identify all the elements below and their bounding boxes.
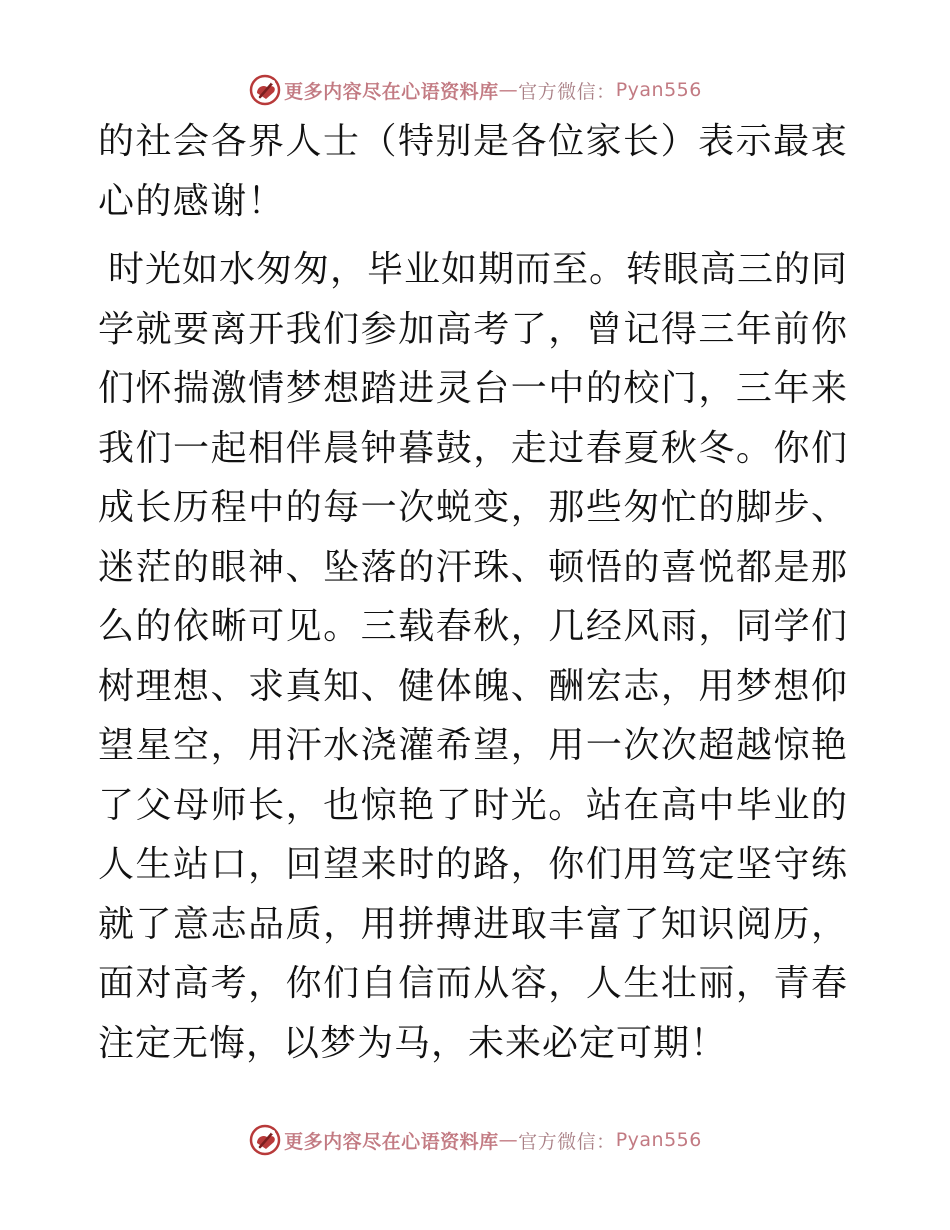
page-footer bbox=[0, 1120, 950, 1160]
document-body bbox=[98, 112, 848, 1073]
paragraph-thanks: 的社会各界人士（特别是各位家长）表示最衷心的感谢！ bbox=[98, 121, 848, 222]
footer-separator: — bbox=[498, 1129, 519, 1151]
page-header bbox=[0, 70, 950, 110]
header-separator: — bbox=[498, 79, 519, 101]
header-wechat-id: Pyan556 bbox=[615, 79, 702, 101]
footer-brand-text: 更多内容尽在心语资料库 bbox=[284, 1130, 499, 1153]
heart-pen-logo-icon bbox=[248, 1123, 282, 1157]
header-brand-text: 更多内容尽在心语资料库 bbox=[284, 80, 499, 103]
paragraph-main: 时光如水匆匆，毕业如期而至。转眼高三的同学就要离开我们参加高考了，曾记得三年前你们怀揣激情梦想踏进灵台一中的校门，三年来我们一起相伴晨钟暮鼓，走过春夏秋冬。你们成长历程中的每一次蜕变，那些匆忙的脚步、迷茫的眼神、坠落的汗珠、顿悟的喜悦都是那么的依晰可见。三载春秋，几经风雨，同学们树理想、求真知、健体魄、酬宏志，用梦想仰望星空，用汗水浇灌希望，用一次次超越惊艳了父母师长，也惊艳了时光。站在高中毕业的人生站口，回望来时的路，你们用笃定坚守练就了意志品质，用拼搏进取丰富了知识阅历，面对高考，你们自信而从容，人生壮丽，青春注定无悔，以梦为马，未来必定可期！ bbox=[98, 249, 849, 1064]
footer-official-label: 官方微信： bbox=[518, 1130, 616, 1153]
heart-pen-logo-icon bbox=[248, 73, 282, 107]
header-official-label: 官方微信： bbox=[518, 80, 616, 103]
footer-wechat-id: Pyan556 bbox=[615, 1129, 702, 1151]
